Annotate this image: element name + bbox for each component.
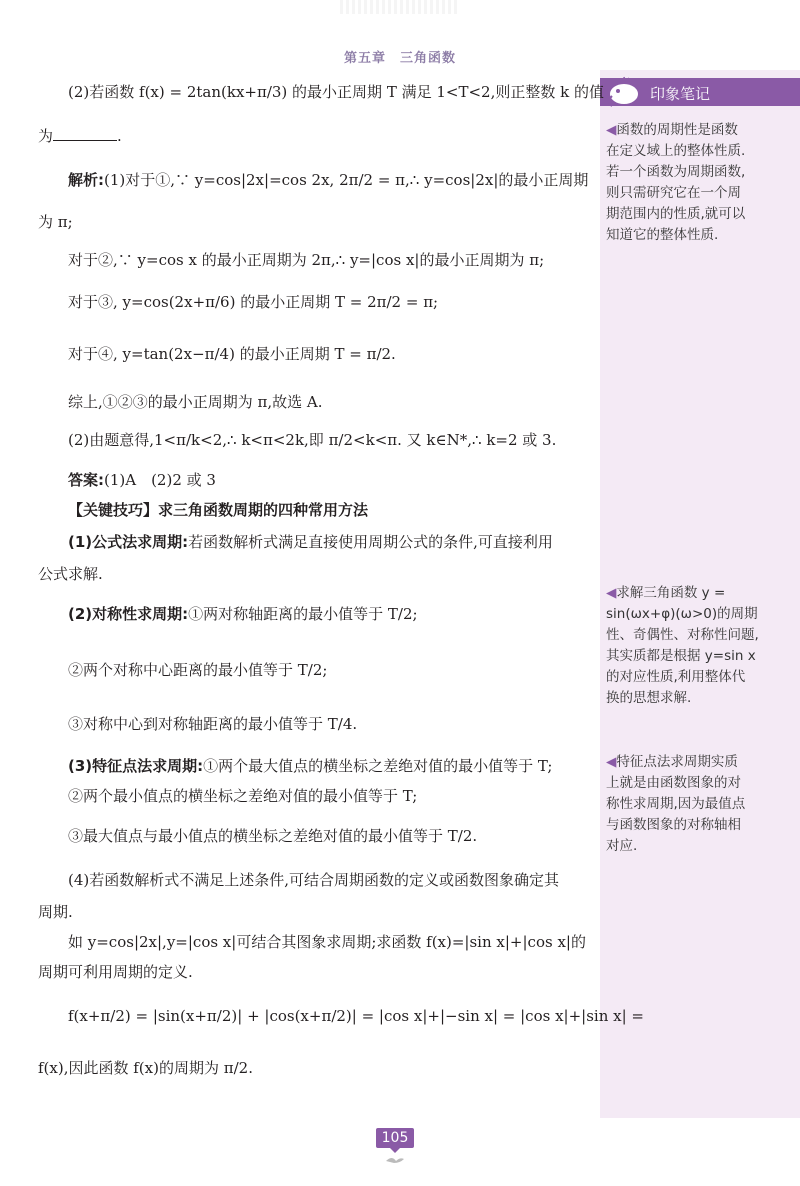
method-line: 周期.: [38, 903, 73, 921]
triangle-bullet-icon: ◀: [606, 122, 617, 138]
solution-line: 对于③, y=cos(2x+π/6) 的最小正周期 T = 2π/2 = π;: [68, 293, 439, 311]
solution-line: (2)由题意得,1<π/k<2,∴ k<π<2k,即 π/2<k<π. 又 k∈N*,∴ k=2 或 3.: [68, 431, 557, 449]
chapter-header: 第五章 三角函数: [343, 51, 456, 66]
solution-line: 为 π;: [38, 213, 73, 231]
sidebar-note-3: [606, 752, 792, 857]
example-line: f(x),因此函数 f(x)的周期为 π/2.: [38, 1059, 253, 1077]
answer-line: 答案:(1)A (2)2 或 3: [68, 471, 216, 489]
method-line: (1)公式法求周期:若函数解析式满足直接使用周期公式的条件,可直接利用: [68, 533, 553, 551]
triangle-bullet-icon: ◀: [606, 585, 617, 601]
sidebar-note-text: 特征点法求周期实质 上就是由函数图象的对 称性求周期,因为最值点 与函数图象的对称轴相 对应.: [606, 754, 746, 854]
example-line: 如 y=cos|2x|,y=|cos x|可结合其图象求周期;求函数 f(x)=|sin x|+|cos x|的: [68, 933, 586, 951]
question-line: 为 .: [38, 127, 122, 145]
method-line: ②两个对称中心距离的最小值等于 T/2;: [68, 661, 328, 679]
method-line: (3)特征点法求周期:①两个最大值点的横坐标之差绝对值的最小值等于 T;: [68, 757, 553, 775]
triangle-bullet-icon: ◀: [606, 754, 617, 770]
bird-ornament-icon: [384, 1155, 406, 1165]
sidebar-note-text: 求解三角函数 y = sin(ωx+φ)(ω>0)的周期 性、奇偶性、对称性问题, 其实质都是根据 y=sin x 的对应性质,利用整体代 换的思想求解.: [606, 585, 759, 706]
sidebar-note-text: 函数的周期性是函数 在定义域上的整体性质. 若一个函数为周期函数, 则只需研究它在一个周 期范围内的性质,就可以 知道它的整体性质.: [606, 122, 746, 243]
method-line: 公式求解.: [38, 565, 103, 583]
method-line: ③最大值点与最小值点的横坐标之差绝对值的最小值等于 T/2.: [68, 827, 478, 845]
answer-blank: [53, 126, 117, 141]
solution-line: 对于②,∵ y=cos x 的最小正周期为 2π,∴ y=|cos x|的最小正周期为 π;: [68, 251, 545, 269]
elephant-logo-icon: [604, 74, 644, 108]
method-line: (4)若函数解析式不满足上述条件,可结合周期函数的定义或函数图象确定其: [68, 871, 560, 889]
sidebar-title: 印象笔记: [650, 85, 711, 103]
example-line: 周期可利用周期的定义.: [38, 963, 193, 981]
solution-line: 综上,①②③的最小正周期为 π,故选 A.: [68, 393, 323, 411]
solution-line: 解析:(1)对于①,∵ y=cos|2x|=cos 2x, 2π/2 = π,∴ y=cos|2x|的最小正周期: [68, 171, 589, 189]
top-decoration: [340, 0, 460, 14]
method-line: (2)对称性求周期:①两对称轴距离的最小值等于 T/2;: [68, 605, 418, 623]
example-line: f(x+π/2) = |sin(x+π/2)| + |cos(x+π/2)| = |cos x|+|−sin x| = |cos x|+|sin x| =: [68, 1007, 644, 1025]
method-line: ③对称中心到对称轴距离的最小值等于 T/4.: [68, 715, 358, 733]
question-line: (2)若函数 f(x) = 2tan(kx+π/3) 的最小正周期 T 满足 1<T<2,则正整数 k 的值: [68, 83, 604, 101]
tip-title: 【关键技巧】求三角函数周期的四种常用方法: [68, 501, 369, 519]
page-number: 105: [376, 1128, 414, 1148]
solution-line: 对于④, y=tan(2x−π/4) 的最小正周期 T = π/2.: [68, 345, 396, 363]
sidebar-note-2: [606, 583, 792, 709]
method-line: ②两个最小值点的横坐标之差绝对值的最小值等于 T;: [68, 787, 418, 805]
sidebar-note-1: [606, 120, 792, 246]
